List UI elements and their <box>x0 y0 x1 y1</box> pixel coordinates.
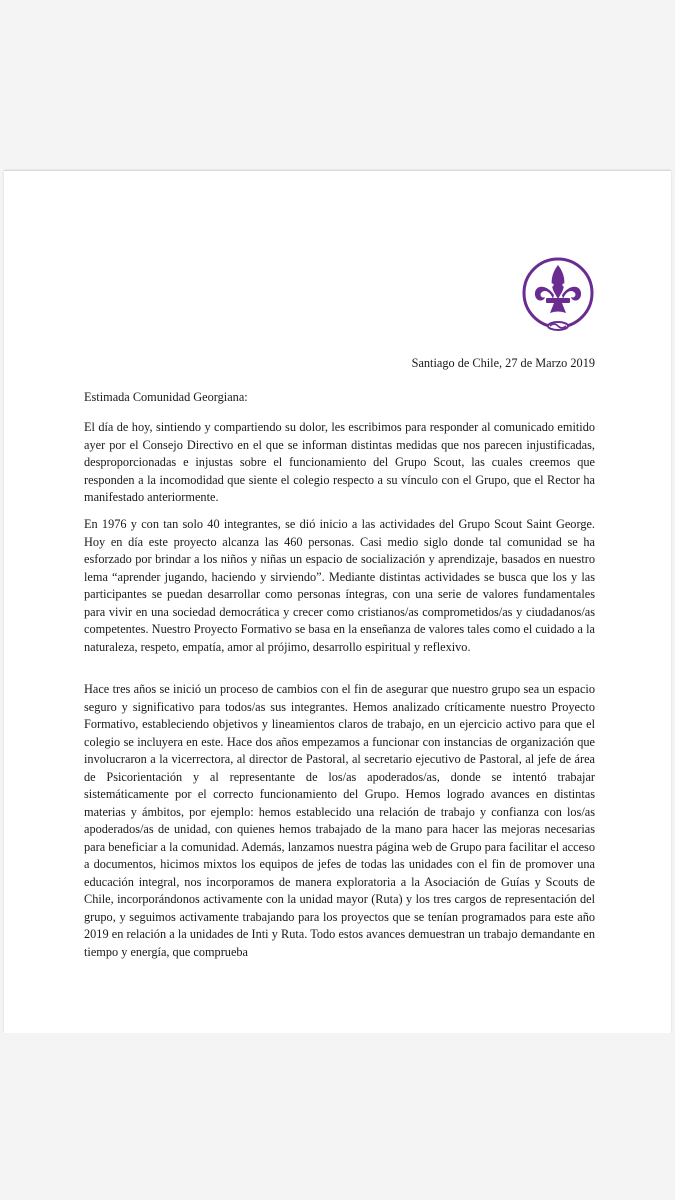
paragraph-2: En 1976 y con tan solo 40 integrantes, se dió inicio a las actividades del Grupo Scout Saint George. Hoy en día este proyecto alcanza las 460 personas. Casi medio siglo donde tal comunidad se ha esforzado por brindar a los niños y niñas un espacio de socialización y aprendizaje, basados en nuestro lema “aprender jugando, haciendo y sirviendo”. Mediante distintas actividades se busca que los y las participantes se puedan desarrollar como personas íntegras, con una serie de valores fundamentales para vivir en una sociedad democrática y crecer como cristianos/as comprometidos/as y ciudadanos/as competentes. Nuestro Proyecto Formativo se basa en la enseñanza de valores tales como el cuidado a la naturaleza, respeto, empatía, amor al prójimo, desarrollo espiritual y reflexivo. <box>84 517 595 654</box>
letter-salutation: Estimada Comunidad Georgiana: <box>84 390 248 404</box>
letter-page <box>4 170 671 1034</box>
paragraph-1: El día de hoy, sintiendo y compartiendo su dolor, les escribimos para responder al comunicado emitido ayer por el Consejo Directivo en el que se informan distintas medidas que nos parecen injustificadas, desproporcionadas e injustas sobre el funcionamiento del Grupo Scout, las cuales creemos que responden a la incomodidad que siente el colegio respecto a su vínculo con el Grupo, que el Rector ha manifestado anteriormente. <box>84 420 595 504</box>
bottom-background <box>0 1033 675 1200</box>
top-background <box>0 0 675 170</box>
letter-date: Santiago de Chile, 27 de Marzo 2019 <box>411 356 595 370</box>
paragraph-3: Hace tres años se inició un proceso de cambios con el fin de asegurar que nuestro grupo sea un espacio seguro y significativo para todos/as sus integrantes. Hemos analizado críticamente nuestro Proyecto Formativo, estableciendo objetivos y lineamientos claros de trabajo, en un ejercicio activo para que el colegio se incluyera en este. Hace dos años empezamos a funcionar con instancias de organización que involucraron a la vicerrectora, al director de Pastoral, al secretario ejecutivo de Pastoral, al jefe de área de Psicorientación y al representante de los/as apoderados/as, donde se intentó trabajar sistemáticamente por el correcto funcionamiento del Grupo. Hemos logrado avances en distintas materias y ámbitos, por ejemplo: hemos establecido una relación de trabajo y confianza con los/as apoderados/as de unidad, con quienes hemos trabajado de la mano para hacer las mejoras necesarias para beneficiar a la comunidad. Además, lanzamos nuestra página web de Grupo para facilitar el acceso a documentos, hicimos mixtos los equipos de jefes de todas las unidades con el fin de promover una educación integral, nos incorporamos de manera exploratoria a la Asociación de Guías y Scouts de Chile, incorporándonos activamente con la unidad mayor (Ruta) y los tres cargos de representación del grupo, y seguimos activamente trabajando para los proyectos que se tenían programados para este año 2019 en relación a la unidades de Inti y Ruta. Todo estos avances demuestran un trabajo demandante en tiempo y energía, que comprueba <box>84 682 595 959</box>
fleur-de-lis-icon <box>520 255 596 333</box>
